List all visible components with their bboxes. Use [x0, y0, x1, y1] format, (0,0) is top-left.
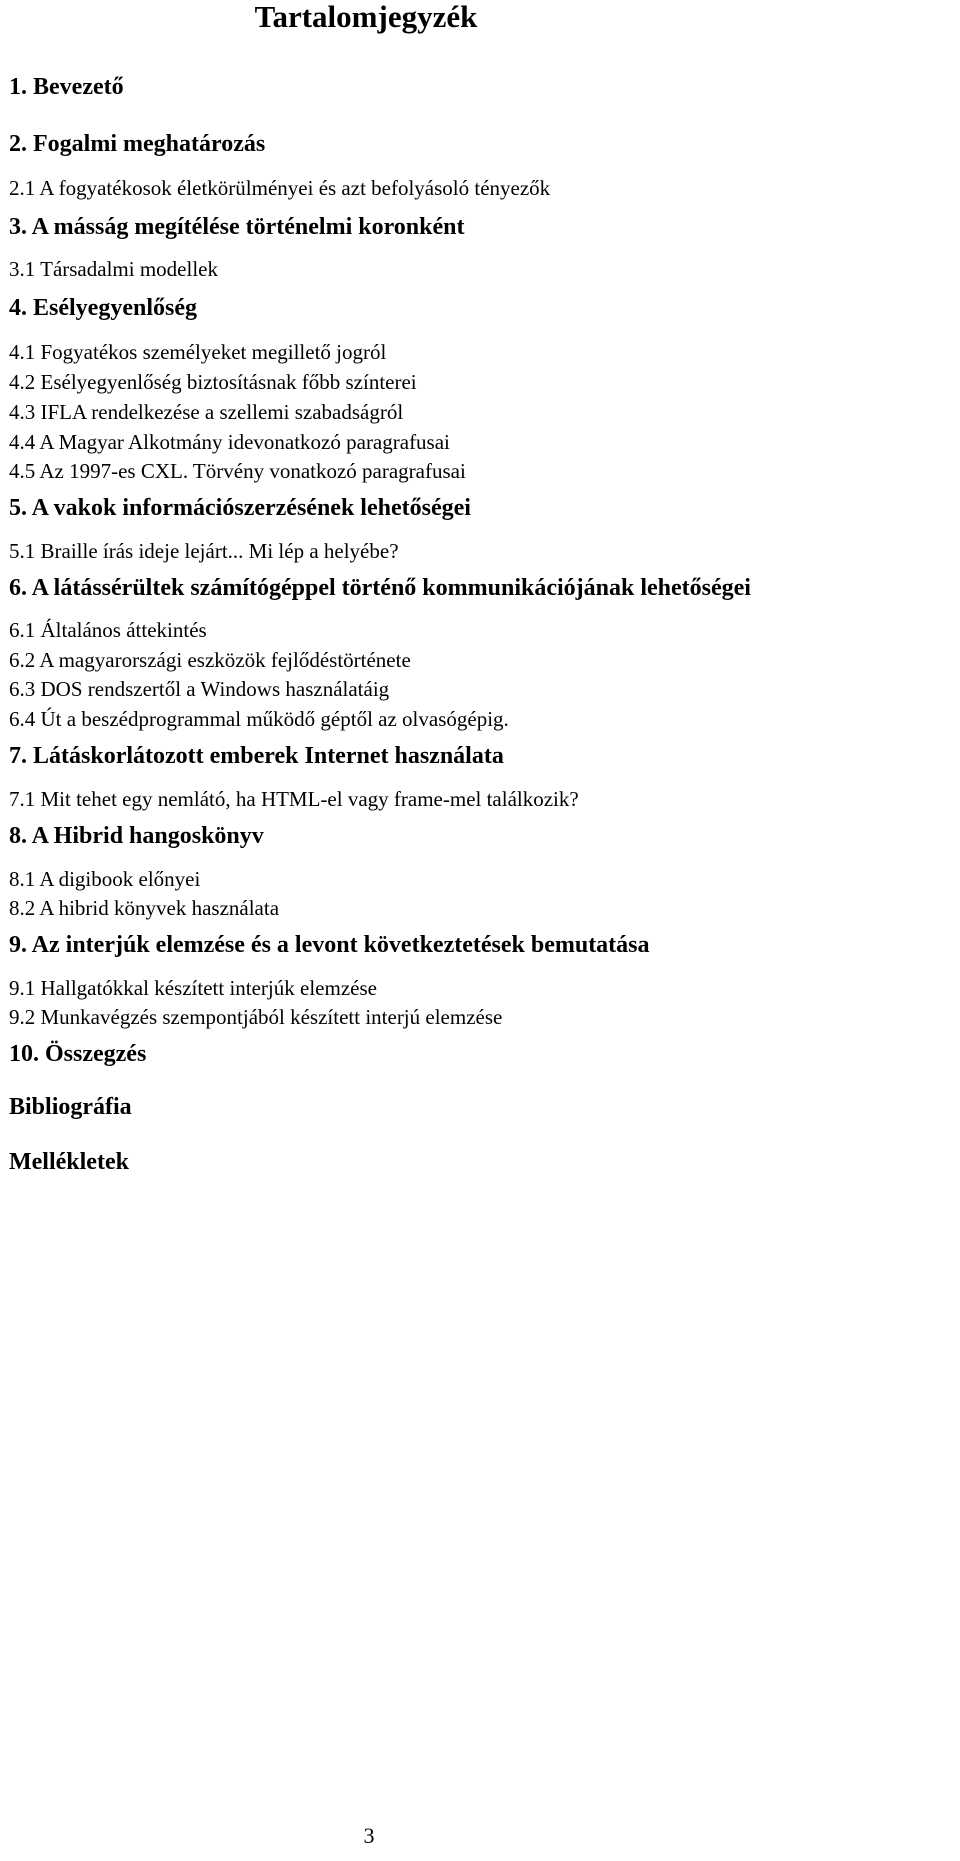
toc-entry-section-6-2: 6.2 A magyarországi eszközök fejlődéstörténete	[9, 648, 411, 672]
toc-entry-section-3-1: 3.1 Társadalmi modellek	[9, 257, 218, 281]
toc-entry-chapter-2: 2. Fogalmi meghatározás	[9, 131, 266, 157]
toc-entry-section-6-3: 6.3 DOS rendszertől a Windows használatáig	[9, 677, 390, 701]
toc-entry-chapter-9: 9. Az interjúk elemzése és a levont következtetések bemutatása	[9, 932, 650, 958]
toc-entry-section-4-3: 4.3 IFLA rendelkezése a szellemi szabadságról	[9, 400, 404, 424]
toc-entry-section-4-1: 4.1 Fogyatékos személyeket megillető jogról	[9, 340, 387, 364]
toc-entry-section-8-2: 8.2 A hibrid könyvek használata	[9, 896, 280, 920]
toc-entry-chapter-3: 3. A másság megítélése történelmi koronként	[9, 214, 465, 240]
toc-entry-section-4-4: 4.4 A Magyar Alkotmány idevonatkozó paragrafusai	[9, 430, 450, 454]
toc-entry-chapter-6: 6. A látássérültek számítógéppel történő kommunikációjának lehetőségei	[9, 575, 751, 601]
toc-entry-chapter-5: 5. A vakok információszerzésének lehetőségei	[9, 495, 471, 521]
toc-entry-section-4-5: 4.5 Az 1997-es CXL. Törvény vonatkozó paragrafusai	[9, 459, 466, 483]
toc-entry-chapter-10: 10. Összegzés	[9, 1041, 147, 1067]
toc-entry-chapter-4: 4. Esélyegyenlőség	[9, 295, 197, 321]
toc-entry-section-7-1: 7.1 Mit tehet egy nemlátó, ha HTML-el vagy frame-mel találkozik?	[9, 787, 579, 811]
page-title: Tartalomjegyzék	[254, 0, 478, 34]
toc-entry-section-6-1: 6.1 Általános áttekintés	[9, 618, 207, 642]
page-number: 3	[363, 1823, 375, 1848]
toc-entry-section-6-4: 6.4 Út a beszédprogrammal működő géptől az olvasógépig.	[9, 707, 509, 731]
toc-entry-section-4-2: 4.2 Esélyegyenlőség biztosításnak főbb színterei	[9, 370, 417, 394]
toc-entry-section-8-1: 8.1 A digibook előnyei	[9, 867, 201, 891]
toc-entry-section-2-1: 2.1 A fogyatékosok életkörülményei és azt befolyásoló tényezők	[9, 176, 551, 200]
toc-entry-appendices: Mellékletek	[9, 1149, 129, 1175]
toc-entry-chapter-8: 8. A Hibrid hangoskönyv	[9, 823, 264, 849]
toc-entry-section-9-2: 9.2 Munkavégzés szempontjából készített interjú elemzése	[9, 1005, 503, 1029]
toc-entry-chapter-1: 1. Bevezető	[9, 74, 124, 100]
toc-entry-section-9-1: 9.1 Hallgatókkal készített interjúk elemzése	[9, 976, 377, 1000]
toc-entry-chapter-7: 7. Látáskorlátozott emberek Internet használata	[9, 743, 504, 769]
toc-entry-section-5-1: 5.1 Braille írás ideje lejárt... Mi lép a helyébe?	[9, 539, 399, 563]
toc-entry-bibliography: Bibliográfia	[9, 1094, 132, 1120]
